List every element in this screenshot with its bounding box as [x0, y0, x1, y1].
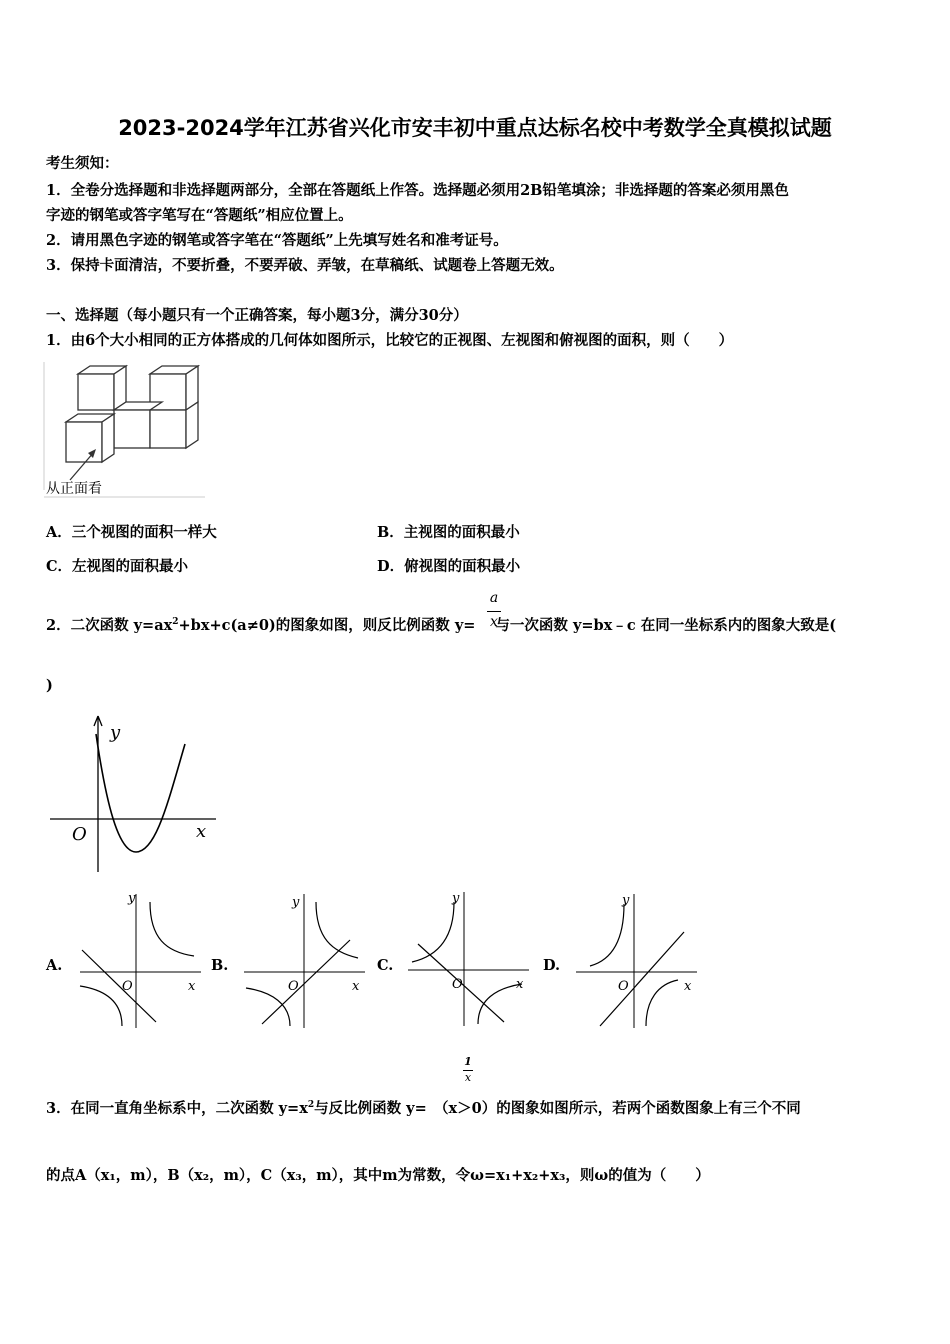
svg-text:O: O	[122, 979, 133, 994]
svg-text:O: O	[618, 979, 629, 994]
svg-text:x: x	[188, 979, 196, 994]
q2-stem: 2．二次函数 $y=ax^2+bx+c(a\ne 0)$的图象如图，则反比例函数 y= 与一次函数 y=bx﹣c 在同一坐标系内的图象大致是(	[46, 617, 837, 634]
svg-text:y: y	[622, 893, 630, 908]
parabola-curve	[96, 734, 185, 852]
q2-option-c-label[interactable]: C.	[377, 957, 394, 974]
q2-frac-bar	[487, 611, 501, 612]
svg-text:x: x	[516, 977, 524, 992]
notice-item-1: 1．全卷分选择题和非选择题两部分，全部在答题纸上作答。选择题必须用2B铅笔填涂；非选择题的答案必须用黑色	[46, 182, 789, 199]
q2-option-d-graph[interactable]	[572, 890, 702, 1030]
y-axis-label: y	[110, 722, 121, 743]
svg-text:x: x	[684, 979, 692, 994]
svg-text:y: y	[128, 891, 136, 906]
q1-figure-caption: 从正面看	[46, 481, 102, 497]
page-title: 2023-2024学年江苏省兴化市安丰初中重点达标名校中考数学全真模拟试题	[118, 116, 832, 140]
q2-parabola-graph	[48, 712, 223, 877]
svg-text:y: y	[292, 895, 300, 910]
q2-frac-num: a	[489, 590, 499, 606]
q3-stem-line1: 3．在同一直角坐标系中，二次函数 $y=x^2$与反比例函数 y= （x＞0）的图象如图所示，若两个函数图象上有三个不同	[46, 1100, 801, 1117]
q1-stem: 1．由6个大小相同的正方体搭成的几何体如图所示，比较它的正视图、左视图和俯视图的面积，则（ ）	[46, 332, 734, 349]
q2-option-a-graph[interactable]	[76, 890, 206, 1030]
svg-text:x: x	[352, 979, 360, 994]
notice-heading: 考生须知：	[46, 155, 119, 172]
q1-option-d[interactable]: D．俯视图的面积最小	[377, 558, 521, 575]
notice-item-2: 2．请用黑色字迹的钢笔或答字笔在“答题纸”上先填写姓名和准考证号。	[46, 232, 508, 249]
svg-text:O: O	[452, 977, 463, 992]
origin-label: O	[72, 824, 87, 845]
q2-option-b-label[interactable]: B.	[211, 957, 229, 974]
q2-option-c-graph[interactable]	[404, 888, 534, 1028]
q2-option-d-label[interactable]: D.	[543, 957, 561, 974]
q1-option-c[interactable]: C．左视图的面积最小	[46, 558, 189, 575]
notice-item-1-cont: 字迹的钢笔或答字笔写在“答题纸”相应位置上。	[46, 207, 353, 224]
section-heading: 一、选择题（每小题只有一个正确答案，每小题3分，满分30分）	[46, 307, 468, 324]
q3-frac-den: x	[464, 1071, 472, 1084]
q2-frac-den: x	[490, 614, 498, 630]
x-axis-label: x	[196, 821, 207, 842]
q3-frac-num: 1	[464, 1055, 472, 1068]
q2-stem-close: )	[46, 677, 53, 694]
q2-option-a-label[interactable]: A.	[46, 957, 63, 974]
q1-option-b[interactable]: B．主视图的面积最小	[377, 524, 520, 541]
svg-text:y: y	[452, 891, 460, 906]
svg-text:O: O	[288, 979, 299, 994]
notice-item-3: 3．保持卡面清洁，不要折叠，不要弄破、弄皱，在草稿纸、试题卷上答题无效。	[46, 257, 564, 274]
q1-option-a[interactable]: A．三个视图的面积一样大	[46, 524, 217, 541]
q3-stem-line2: 的点A（x₁，m），B（x₂，m），C（x₃，m），其中m为常数，令ω=x₁+x₂+x₃，则ω的值为（ ）	[46, 1167, 710, 1184]
q2-option-b-graph[interactable]	[240, 890, 370, 1030]
